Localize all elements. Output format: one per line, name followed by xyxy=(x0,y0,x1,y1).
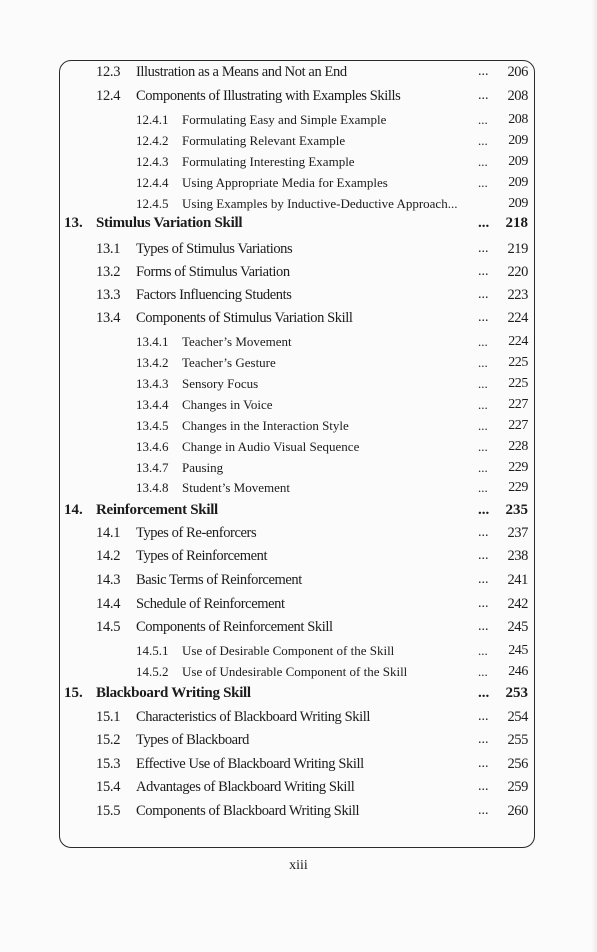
entry-title: Formulating Easy and Simple Example xyxy=(182,112,387,127)
entry-number: 14.5.2 xyxy=(136,664,169,679)
leader-dots: ... xyxy=(478,664,488,679)
toc-subsection-entry xyxy=(0,418,597,440)
entry-number: 13.4.6 xyxy=(136,439,169,454)
entry-page: 254 xyxy=(507,709,528,725)
entry-title: Characteristics of Blackboard Writing Skill xyxy=(136,709,371,725)
entry-number: 13.4.8 xyxy=(136,480,169,495)
toc-section-entry xyxy=(0,88,597,110)
toc-subsection-entry xyxy=(0,154,597,176)
entry-page: 224 xyxy=(507,310,528,326)
entry-title: Blackboard Writing Skill xyxy=(96,685,251,701)
entry-number: 14.3 xyxy=(96,572,121,588)
leader-dots: ... xyxy=(478,133,488,148)
leader-dots: ... xyxy=(478,525,489,540)
entry-title: Changes in Voice xyxy=(182,397,273,412)
toc-section-entry xyxy=(0,779,597,801)
entry-title: Factors Influencing Students xyxy=(136,287,292,303)
leader-dots: ... xyxy=(478,112,488,127)
entry-number: 13.4.7 xyxy=(136,460,169,475)
entry-page: 209 xyxy=(508,154,528,169)
entry-page: 223 xyxy=(507,287,528,303)
entry-title: Types of Stimulus Variations xyxy=(136,241,293,257)
entry-number: 12.4.2 xyxy=(136,133,169,148)
toc-section-entry xyxy=(0,596,597,618)
entry-title: Types of Re-enforcers xyxy=(136,525,257,541)
toc-section-entry xyxy=(0,310,597,332)
entry-number: 13.4.5 xyxy=(136,418,169,433)
leader-dots: ... xyxy=(478,619,489,634)
entry-title: Change in Audio Visual Sequence xyxy=(182,439,360,454)
entry-page: 229 xyxy=(508,460,528,475)
entry-number: 14.1 xyxy=(96,525,121,541)
entry-title: Formulating Interesting Example xyxy=(182,154,355,169)
toc-subsection-entry xyxy=(0,664,597,686)
leader-dots: ... xyxy=(478,803,489,818)
leader-dots: ... xyxy=(478,548,489,563)
entry-page: 242 xyxy=(507,596,528,612)
page-number: xiii xyxy=(289,858,308,873)
leader-dots: ... xyxy=(478,334,488,349)
entry-page: 256 xyxy=(507,756,528,772)
toc-section-entry xyxy=(0,64,597,86)
entry-number: 15.5 xyxy=(96,803,121,819)
entry-page: 225 xyxy=(508,376,528,391)
toc-section-entry xyxy=(0,264,597,286)
entry-title: Types of Reinforcement xyxy=(136,548,268,564)
leader-dots: ... xyxy=(478,480,488,495)
leader-dots: ... xyxy=(478,643,488,658)
leader-dots: ... xyxy=(478,154,488,169)
entry-page: 209 xyxy=(508,175,528,190)
toc-section-entry xyxy=(0,803,597,825)
toc-chapter-entry xyxy=(0,685,597,707)
entry-page: 235 xyxy=(505,502,528,518)
entry-title: Sensory Focus xyxy=(182,376,259,391)
entry-title: Using Appropriate Media for Examples xyxy=(182,175,388,190)
entry-page: 209 xyxy=(508,196,528,211)
entry-page: 229 xyxy=(508,480,528,495)
leader-dots: ... xyxy=(478,572,489,587)
entry-title: Pausing xyxy=(182,460,224,475)
entry-page: 237 xyxy=(507,525,528,541)
entry-title: Effective Use of Blackboard Writing Skill xyxy=(136,756,364,772)
entry-number: 15.1 xyxy=(96,709,121,725)
entry-page: 219 xyxy=(507,241,528,257)
entry-title: Illustration as a Means and Not an End xyxy=(136,64,347,80)
toc-subsection-entry xyxy=(0,376,597,398)
entry-title: Components of Blackboard Writing Skill xyxy=(136,803,360,819)
entry-number: 12.4.3 xyxy=(136,154,169,169)
leader-dots: ... xyxy=(478,88,489,103)
entry-page: 208 xyxy=(508,112,528,127)
leader-dots: ... xyxy=(478,439,488,454)
leader-dots: ... xyxy=(478,397,488,412)
leader-dots: ... xyxy=(478,685,490,701)
leader-dots: ... xyxy=(478,709,489,724)
entry-number: 12.4.1 xyxy=(136,112,169,127)
leader-dots: ... xyxy=(478,264,489,279)
toc-section-entry xyxy=(0,287,597,309)
toc-section-entry xyxy=(0,572,597,594)
leader-dots: ... xyxy=(478,732,489,747)
entry-page: 228 xyxy=(508,439,528,454)
leader-dots: ... xyxy=(478,502,490,518)
toc-section-entry xyxy=(0,756,597,778)
toc-subsection-entry xyxy=(0,460,597,482)
leader-dots: ... xyxy=(478,241,489,256)
toc-section-entry xyxy=(0,709,597,731)
entry-title: Teacher’s Movement xyxy=(182,334,292,349)
entry-number: 12.4.4 xyxy=(136,175,169,190)
entry-page: 245 xyxy=(507,619,528,635)
entry-number: 13.4.2 xyxy=(136,355,169,370)
toc-subsection-entry xyxy=(0,133,597,155)
entry-title: Use of Desirable Component of the Skill xyxy=(182,643,395,658)
entry-page: 259 xyxy=(507,779,528,795)
entry-number: 14.4 xyxy=(96,596,121,612)
entry-number: 14.5 xyxy=(96,619,121,635)
entry-page: 246 xyxy=(508,664,528,679)
entry-number: 13.4.1 xyxy=(136,334,169,349)
entry-number: 15.4 xyxy=(96,779,121,795)
leader-dots: ... xyxy=(478,460,488,475)
leader-dots: ... xyxy=(478,287,489,302)
leader-dots: ... xyxy=(478,418,488,433)
entry-page: 218 xyxy=(505,215,528,231)
entry-number: 13. xyxy=(64,215,83,231)
leader-dots: ... xyxy=(478,376,488,391)
entry-number: 14. xyxy=(64,502,83,518)
entry-page: 225 xyxy=(508,355,528,370)
entry-number: 13.4.3 xyxy=(136,376,169,391)
entry-number: 13.4 xyxy=(96,310,121,326)
entry-page: 260 xyxy=(507,803,528,819)
entry-title: Changes in the Interaction Style xyxy=(182,418,349,433)
entry-page: 220 xyxy=(507,264,528,280)
entry-title: Types of Blackboard xyxy=(136,732,249,748)
toc-chapter-entry xyxy=(0,215,597,237)
leader-dots: ... xyxy=(478,596,489,611)
toc-section-entry xyxy=(0,241,597,263)
leader-dots: ... xyxy=(478,175,488,190)
entry-title: Stimulus Variation Skill xyxy=(96,215,243,231)
entry-page: 255 xyxy=(507,732,528,748)
entry-title: Student’s Movement xyxy=(182,480,290,495)
entry-title: Advantages of Blackboard Writing Skill xyxy=(136,779,355,795)
leader-dots: ... xyxy=(478,355,488,370)
leader-dots: ... xyxy=(478,215,490,231)
entry-page: 209 xyxy=(508,133,528,148)
toc-subsection-entry xyxy=(0,175,597,197)
entry-title: Formulating Relevant Example xyxy=(182,133,346,148)
entry-title: Schedule of Reinforcement xyxy=(136,596,285,612)
toc-subsection-entry xyxy=(0,112,597,134)
entry-title: Components of Reinforcement Skill xyxy=(136,619,333,635)
entry-page: 241 xyxy=(507,572,528,588)
page-edge-shadow xyxy=(591,0,597,952)
entry-title: Basic Terms of Reinforcement xyxy=(136,572,302,588)
leader-dots: ... xyxy=(478,756,489,771)
leader-dots: ... xyxy=(478,64,489,79)
leader-dots: ... xyxy=(478,779,489,794)
entry-number: 12.3 xyxy=(96,64,121,80)
entry-title: Using Examples by Inductive-Deductive Approach... xyxy=(182,196,458,211)
entry-title: Reinforcement Skill xyxy=(96,502,218,518)
entry-number: 15. xyxy=(64,685,83,701)
entry-number: 14.5.1 xyxy=(136,643,169,658)
entry-title: Forms of Stimulus Variation xyxy=(136,264,290,280)
entry-number: 13.1 xyxy=(96,241,121,257)
leader-dots: ... xyxy=(478,310,489,325)
entry-page: 245 xyxy=(508,643,528,658)
toc-subsection-entry xyxy=(0,439,597,461)
entry-title: Use of Undesirable Component of the Skill xyxy=(182,664,408,679)
entry-title: Components of Stimulus Variation Skill xyxy=(136,310,353,326)
entry-title: Teacher’s Gesture xyxy=(182,355,276,370)
toc-section-entry xyxy=(0,525,597,547)
toc-section-entry xyxy=(0,732,597,754)
toc-section-entry xyxy=(0,548,597,570)
entry-page: 227 xyxy=(508,397,528,412)
entry-number: 13.3 xyxy=(96,287,121,303)
entry-number: 12.4 xyxy=(96,88,121,104)
entry-number: 13.2 xyxy=(96,264,121,280)
entry-number: 15.2 xyxy=(96,732,121,748)
entry-page: 238 xyxy=(507,548,528,564)
entry-number: 13.4.4 xyxy=(136,397,169,412)
entry-page: 224 xyxy=(508,334,528,349)
toc-chapter-entry xyxy=(0,502,597,524)
toc-subsection-entry xyxy=(0,397,597,419)
toc-subsection-entry xyxy=(0,355,597,377)
toc-subsection-entry xyxy=(0,334,597,356)
entry-title: Components of Illustrating with Examples Skills xyxy=(136,88,401,104)
entry-page: 227 xyxy=(508,418,528,433)
entry-page: 253 xyxy=(505,685,528,701)
toc-subsection-entry xyxy=(0,643,597,665)
entry-number: 14.2 xyxy=(96,548,121,564)
entry-page: 208 xyxy=(507,88,528,104)
entry-number: 15.3 xyxy=(96,756,121,772)
entry-number: 12.4.5 xyxy=(136,196,169,211)
toc-section-entry xyxy=(0,619,597,641)
toc-subsection-entry xyxy=(0,480,597,502)
entry-page: 206 xyxy=(507,64,528,80)
